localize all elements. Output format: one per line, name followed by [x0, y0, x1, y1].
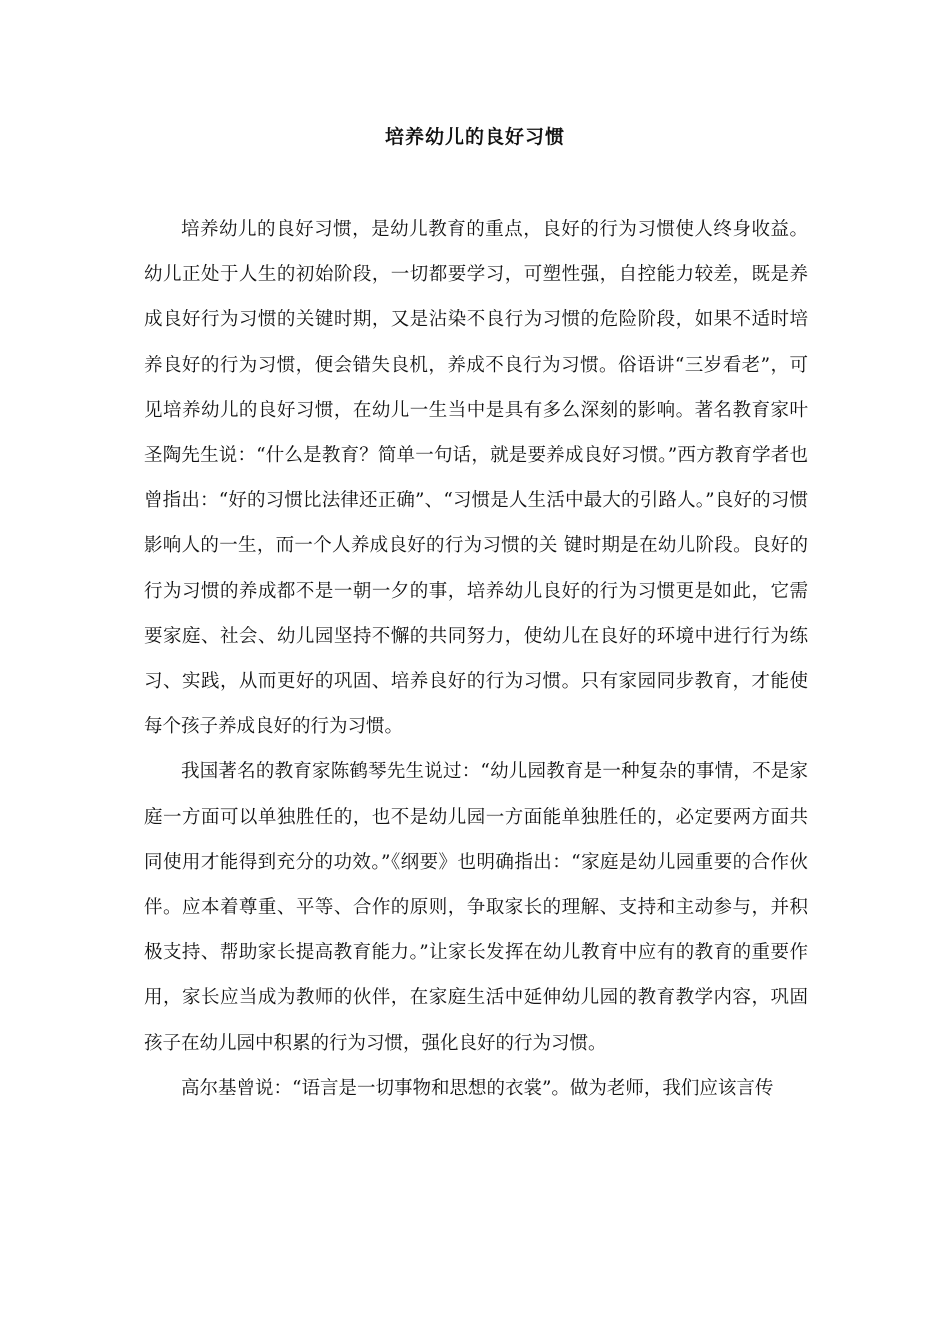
- paragraph-3: 高尔基曾说：“语言是一切事物和思想的衣裳”。做为老师，我们应该言传: [181, 1077, 774, 1099]
- paragraph-1: 培养幼儿的良好习惯，是幼儿教育的重点，良好的行为习惯使人终身收益。幼儿正处于人生的初始阶段，一切都要学习，可塑性强，自控能力较差，既是养成良好行为习惯的关键时期，又是沾染不良行为习惯的危险阶段，如果不适时培养良好的行为习惯，便会错失良机，养成不良行为习惯。俗语讲“三岁看老”，可见培养幼儿的良好习惯，在幼儿一生当中是具有多么深刻的影响。著名教育家叶圣陶先生说：“什么是教育？简单一句话，就是要养成良好习惯。”西方教育学者也曾指出：“好的习惯比法律还正确”、“习惯是人生活中最大的引路人。”良好的习惯影响人的一生，而一个人养成良好的行为习惯的关 键时期是在幼儿阶段。良好的行为习惯的养成都不是一朝一夕的事，培养幼儿良好的行为习惯更是如此，它需要家庭、社会、幼儿园坚持不懈的共同努力，使幼儿在良好的环境中进行行为练习、实践，从而更好的巩固、培养良好的行为习惯。只有家园同步教育，才能使每个孩子养成良好的行为习惯。: [144, 219, 808, 738]
- document-body: [144, 207, 808, 1111]
- paragraph-2: 我国著名的教育家陈鹤琴先生说过：“幼儿园教育是一种复杂的事情，不是家庭一方面可以单独胜任的，也不是幼儿园一方面能单独胜任的，必定要两方面共同使用才能得到充分的功效。”《纲要》也明确指出：“家庭是幼儿园重要的合作伙伴。应本着尊重、平等、合作的原则，争取家长的理解、支持和主动参与，并积极支持、帮助家长提高教育能力。”让家长发挥在幼儿教育中应有的教育的重要作用，家长应当成为教师的伙伴，在家庭生活中延伸幼儿园的教育教学内容，巩固孩子在幼儿园中积累的行为习惯，强化良好的行为习惯。: [144, 761, 808, 1054]
- document-title: 培养幼儿的良好习惯: [384, 126, 565, 148]
